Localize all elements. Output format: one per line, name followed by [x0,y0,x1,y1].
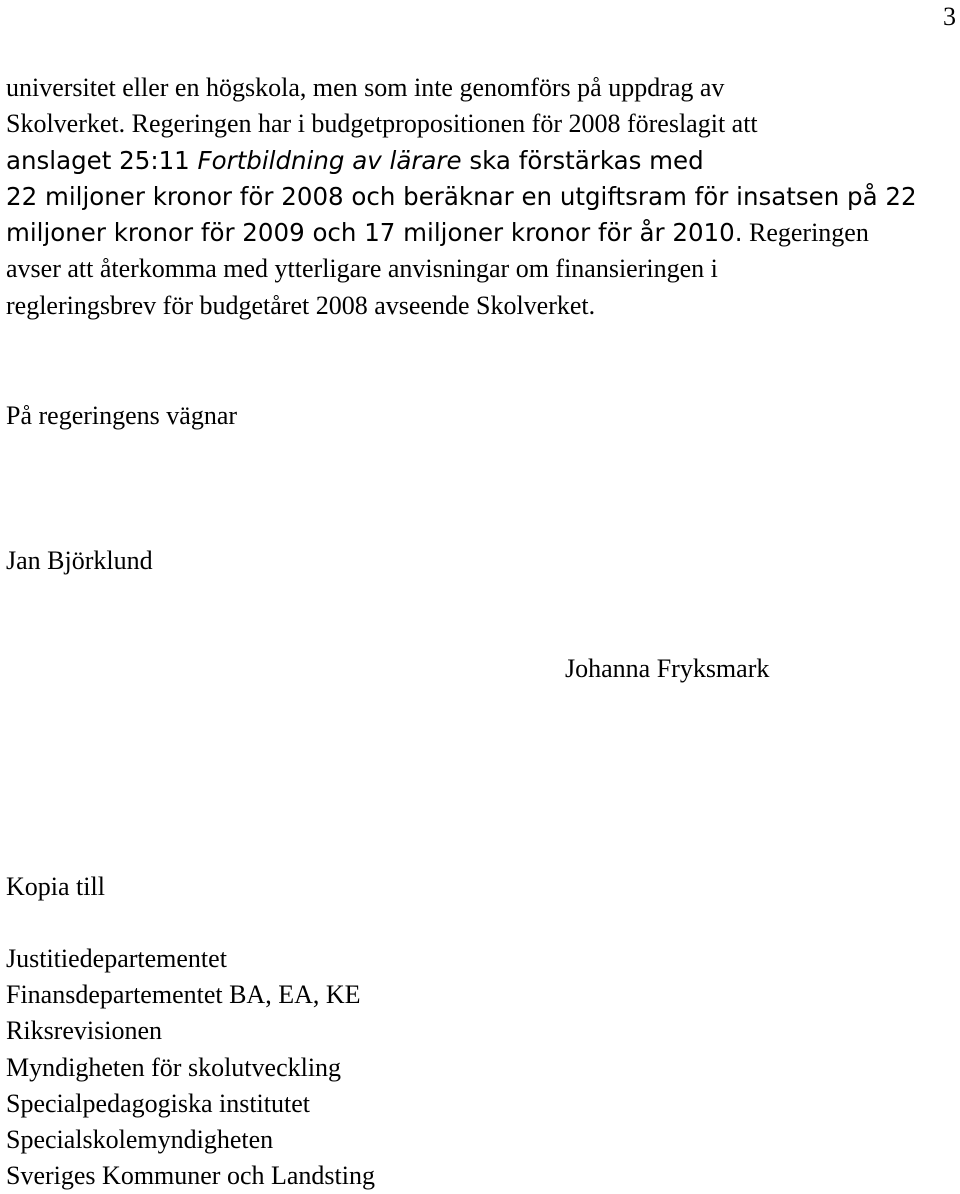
copy-recipient: Finansdepartementet BA, EA, KE [6,980,361,1010]
body-paragraph [6,70,950,324]
body-line: universitet eller en högskola, men som inte genomförs på uppdrag av [6,73,725,102]
copy-recipient: Specialpedagogiska institutet [6,1088,310,1118]
copy-heading: Kopia till [6,872,105,901]
body-line: regleringsbrev för budgetåret 2008 avseende Skolverket. [6,290,596,320]
signatory-secondary: Johanna Fryksmark [565,654,770,683]
body-line: avser att återkomma med ytterligare anvisningar om finansieringen i [6,254,718,284]
signatory-primary: Jan Björklund [6,546,153,575]
copy-recipient: Myndigheten för skolutveckling [6,1052,342,1082]
copy-recipient: Sveriges Kommuner och Landsting [6,1161,375,1191]
copy-recipient: Riksrevisionen [6,1016,162,1046]
course-title: Fortbildning av lärare [197,145,462,175]
body-line [6,143,950,179]
body-line [6,215,950,251]
body-line: Skolverket. Regeringen har i budgetpropositionen för 2008 föreslagit att [6,109,758,139]
copy-recipient: Justitiedepartementet [6,944,227,973]
copy-recipient: Specialskolemyndigheten [6,1125,274,1155]
body-line-segment: ska förstärkas med [461,145,704,175]
closing-phrase: På regeringens vägnar [6,401,238,430]
page-number: 3 [943,2,956,31]
body-line-segment: Regeringen [742,218,869,248]
copy-recipient-list [6,941,375,1194]
body-line-segment: anslaget 25:11 [6,145,198,175]
body-line-segment: miljoner kronor för 2009 och 17 miljoner kronor för år 2010. [6,218,743,248]
body-line: 22 miljoner kronor för 2008 och beräknar en utgiftsram för insatsen på 22 [6,181,917,211]
